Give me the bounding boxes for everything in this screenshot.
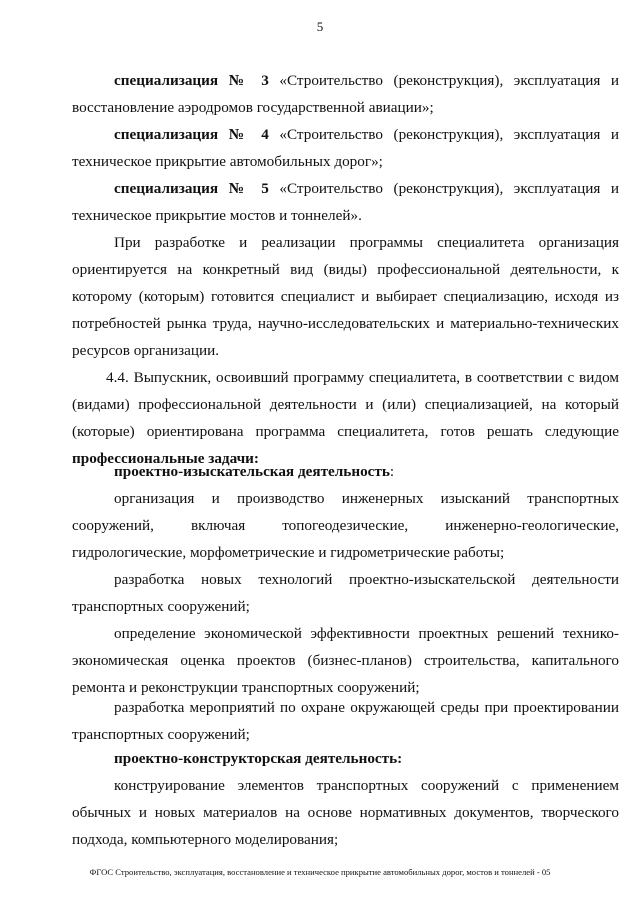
paragraph-line: ориентируется на конкретный вид (виды) профессиональной деятельности, к	[72, 261, 619, 278]
tasks-heading: профессиональные задачи:	[72, 450, 259, 467]
paragraph-line: подхода, компьютерного моделирования;	[72, 831, 339, 848]
section-heading	[72, 458, 619, 485]
list-item	[72, 620, 619, 701]
paragraph-line: ремонта и реконструкции транспортных сооружений;	[72, 679, 420, 696]
paragraph-line: сооружений, включая топогеодезические, инженерно-геологические,	[72, 517, 619, 534]
paragraph-line: ресурсов организации.	[72, 342, 220, 359]
section-design	[72, 745, 619, 772]
specialization-title: «Строительство (реконструкция), эксплуатация и	[268, 126, 619, 143]
specialization-5	[72, 175, 619, 229]
page-footer: ФГОС Строительство, эксплуатация, восстановление и техническое прикрытие автомобильных дорог, мостов и тоннелей - 05	[89, 867, 551, 877]
paragraph-line: техническое прикрытие автомобильных дорог»;	[72, 153, 383, 170]
paragraph-line: разработка новых технологий проектно-изыскательской деятельности	[114, 571, 619, 588]
section-heading: проектно-конструкторская деятельность:	[114, 750, 403, 767]
paragraph-line: восстановление аэродромов государственной авиации»;	[72, 99, 434, 116]
paragraph-line: которому (которым) готовится специалист и выбирает специализацию, исходя из	[72, 288, 619, 305]
paragraph-line: транспортных сооружений;	[72, 726, 250, 743]
paragraph-line: определение экономической эффективности проектных решений технико-	[114, 625, 619, 642]
paragraph-4-4	[72, 364, 619, 472]
list-item	[72, 694, 619, 748]
paragraph-line: потребностей рынка труда, научно-исследовательских и материально-технических	[72, 315, 619, 332]
specialization-label: специализация № 3	[114, 72, 269, 89]
list-item	[72, 485, 619, 566]
page-number: 5	[316, 19, 324, 34]
paragraph-line: техническое прикрытие мостов и тоннелей».	[72, 207, 362, 224]
paragraph-line: организация и производство инженерных изысканий транспортных	[114, 490, 619, 507]
paragraph-line: гидрологические, морфометрические и гидрометрические работы;	[72, 544, 505, 561]
section-survey	[72, 458, 619, 485]
specialization-title: «Строительство (реконструкция), эксплуатация и	[268, 180, 619, 197]
section-heading-colon: :	[389, 463, 395, 480]
specialization-3	[72, 67, 619, 121]
specialization-4	[72, 121, 619, 175]
list-item	[72, 772, 619, 853]
paragraph-line: транспортных сооружений;	[72, 598, 250, 615]
paragraph-line	[72, 67, 619, 94]
paragraph-organization	[72, 229, 619, 364]
paragraph-line: При разработке и реализации программы специалитета организация	[114, 234, 619, 251]
paragraph-line: (которые) ориентирована программа специалитета, готов решать следующие	[72, 423, 619, 440]
specialization-label: специализация № 4	[114, 126, 269, 143]
paragraph-line: экономическая оценка проектов (бизнес-планов) строительства, капитального	[72, 652, 619, 669]
specialization-title: «Строительство (реконструкция), эксплуатация и	[268, 72, 619, 89]
paragraph-line: (видами) профессиональной деятельности и (или) специализацией, на который	[72, 396, 619, 413]
list-item	[72, 566, 619, 620]
paragraph-line: разработка мероприятий по охране окружающей среды при проектировании	[114, 699, 619, 716]
specialization-label: специализация № 5	[114, 180, 269, 197]
paragraph-line: конструирование элементов транспортных сооружений с применением	[114, 777, 619, 794]
paragraph-line	[72, 175, 619, 202]
paragraph-line: 4.4. Выпускник, освоивший программу специалитета, в соответствии с видом	[106, 369, 619, 386]
paragraph-line	[72, 121, 619, 148]
paragraph-line: обычных и новых материалов на основе нормативных документов, творческого	[72, 804, 619, 821]
section-heading-text: проектно-изыскательская деятельность	[114, 463, 390, 480]
